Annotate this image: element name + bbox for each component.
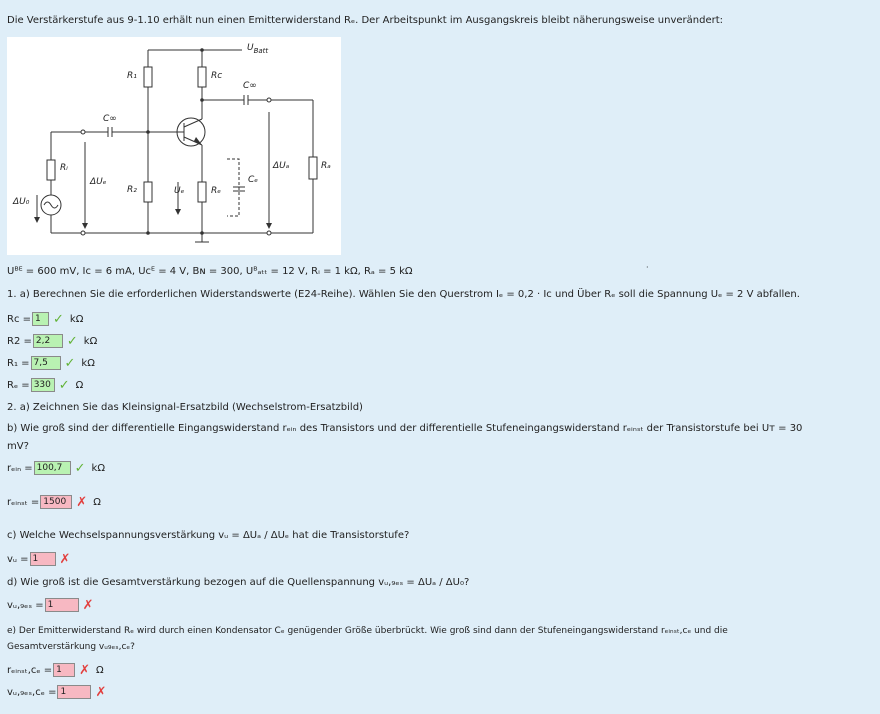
answer-input-rc[interactable]: 1	[32, 312, 49, 326]
answer-unit: Ω	[93, 496, 101, 508]
answer-row-r2	[7, 333, 97, 349]
check-icon: ✓	[74, 460, 86, 476]
answer-row-rc	[7, 311, 83, 327]
answer-input-vuges[interactable]: 1	[45, 598, 79, 612]
answer-label: rₑᵢₙ =	[7, 462, 33, 474]
answer-input-rein[interactable]: 100,7	[34, 461, 71, 475]
cross-icon: ✗	[79, 662, 91, 678]
circuit-diagram	[7, 37, 341, 255]
label-du0: ΔU₀	[13, 197, 30, 207]
answer-label: rₑᵢₙₛₜ,ᴄₑ =	[7, 664, 53, 676]
answer-input-re[interactable]: 330	[31, 378, 55, 392]
question-2a: 2. a) Zeichnen Sie das Kleinsignal-Ersatzbild (Wechselstrom-Ersatzbild)	[7, 402, 363, 413]
cross-icon: ✗	[82, 597, 94, 613]
question-1a: 1. a) Berechnen Sie die erforderlichen Widerstandswerte (E24-Reihe). Wählen Sie den Querstrom Iₑ = 0,2 · Iᴄ und Über Rₑ soll die Spannung Uₑ = 2 V abfallen.	[7, 289, 800, 300]
answer-row-vuges	[7, 597, 94, 613]
label-re: Rₑ	[211, 186, 222, 196]
answer-row-rein	[7, 460, 105, 476]
answer-label: R2 =	[7, 335, 32, 347]
answer-row-reinstce	[7, 662, 104, 678]
label-rc: Rᴄ	[211, 71, 223, 81]
question-2e-line2: Gesamtverstärkung vᵤ₉ₑₛ,ᴄₑ?	[7, 642, 135, 652]
label-ri: Rᵢ	[60, 163, 68, 173]
cross-icon: ✗	[76, 494, 88, 510]
label-ce: Cₑ	[248, 175, 259, 185]
question-2b-line1: b) Wie groß sind der differentielle Eingangswiderstand rₑᵢₙ des Transistors und der differentielle Stufeneingangswiderstand rₑᵢₙₛₜ der Transistorstufe bei Uᴛ = 30	[7, 423, 803, 434]
label-ra: Rₐ	[321, 161, 331, 171]
label-ue: Uₑ	[174, 186, 185, 196]
question-2c: c) Welche Wechselspannungsverstärkung vᵤ = ΔUₐ / ΔUₑ hat die Transistorstufe?	[7, 530, 410, 541]
question-2b-line2: mV?	[7, 441, 29, 452]
answer-row-vugesce	[7, 684, 106, 700]
check-icon: ✓	[66, 333, 78, 349]
answer-row-re	[7, 377, 83, 393]
answer-label: rₑᵢₙₛₜ =	[7, 496, 40, 508]
answer-row-r1	[7, 355, 95, 371]
question-2d: d) Wie groß ist die Gesamtverstärkung bezogen auf die Quellenspannung vᵤ,₉ₑₛ = ΔUₐ / ΔU₀?	[7, 577, 470, 588]
answer-row-reinst	[7, 494, 101, 510]
circuit-schematic	[7, 37, 341, 255]
check-icon: ✓	[53, 311, 64, 327]
label-r1: R₁	[127, 71, 137, 81]
answer-input-reinst[interactable]: 1500	[40, 495, 72, 509]
answer-row-vu	[7, 551, 70, 567]
answer-input-reinstce[interactable]: 1	[53, 663, 75, 677]
intro-text: Die Verstärkerstufe aus 9-1.10 erhält nun einen Emitterwiderstand Rₑ. Der Arbeitspunkt im Ausgangskreis bleibt näherungsweise unverändert:	[7, 15, 724, 26]
label-due: ΔUₑ	[90, 177, 107, 187]
stray-dot: ·	[646, 263, 649, 272]
answer-unit: kΩ	[91, 462, 105, 474]
answer-input-vugesce[interactable]: 1	[57, 685, 91, 699]
check-icon: ✓	[58, 377, 70, 393]
answer-label: vᵤ,₉ₑₛ,ᴄₑ =	[7, 686, 57, 698]
answer-input-r1[interactable]: 7,5	[31, 356, 61, 370]
label-cinf-left: C∞	[103, 114, 117, 124]
label-dua: ΔUₐ	[273, 161, 290, 171]
check-icon: ✓	[64, 355, 76, 371]
answer-unit: kΩ	[69, 313, 84, 325]
answer-label: Rᴄ =	[7, 313, 32, 325]
answer-label: Rₑ =	[7, 379, 30, 391]
label-ubatt: $U_{Batt}$	[247, 43, 269, 55]
given-values: Uᴮᴱ = 600 mV, Iᴄ = 6 mA, Uᴄᴱ = 4 V, Bɴ = 300, Uᴮₐₜₜ = 12 V, Rᵢ = 1 kΩ, Rₐ = 5 kΩ	[7, 266, 413, 277]
answer-label: vᵤ,₉ₑₛ =	[7, 599, 44, 611]
cross-icon: ✗	[59, 551, 71, 567]
answer-unit: Ω	[75, 379, 84, 391]
label-cinf-top: C∞	[243, 81, 257, 91]
answer-unit: Ω	[96, 664, 104, 676]
cross-icon: ✗	[95, 684, 107, 700]
question-2e-line1: e) Der Emitterwiderstand Rₑ wird durch einen Kondensator Cₑ genügender Größe überbrückt. Wie groß sind dann der Stufeneingangswiderstand rₑᵢₙₛₜ,ᴄₑ und die	[7, 626, 728, 636]
answer-input-r2[interactable]: 2,2	[33, 334, 63, 348]
answer-unit: kΩ	[81, 357, 95, 369]
answer-unit: kΩ	[83, 335, 98, 347]
answer-input-vu[interactable]: 1	[30, 552, 56, 566]
label-r2: R₂	[127, 185, 137, 195]
answer-label: vᵤ =	[7, 553, 29, 565]
answer-label: R₁ =	[7, 357, 30, 369]
